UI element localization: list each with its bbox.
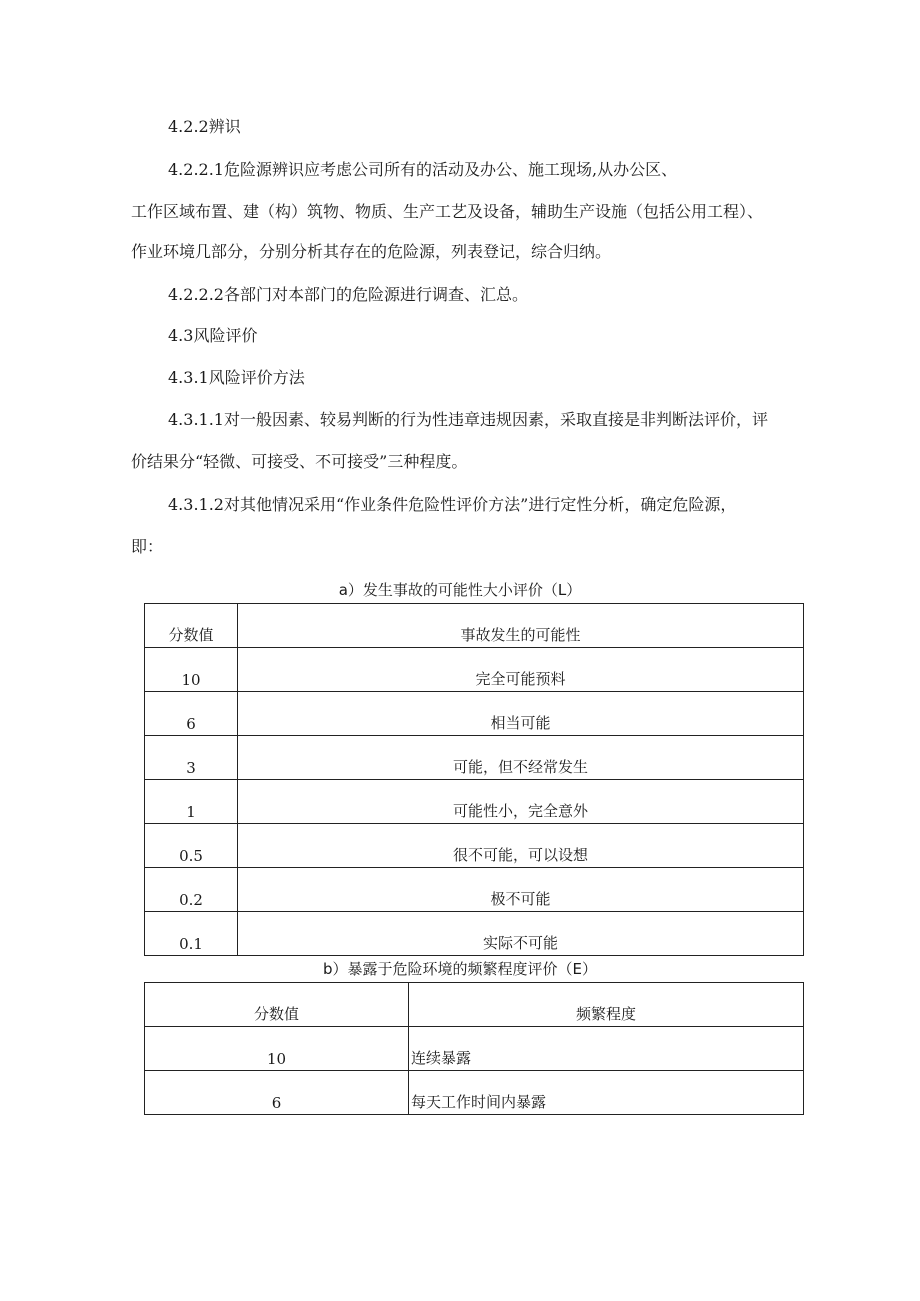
description-cell: 可能，但不经常发生	[238, 736, 804, 780]
heading-4-2-2: 4.2.2辨识	[168, 117, 241, 136]
description-cell: 极不可能	[238, 868, 804, 912]
header-cell: 事故发生的可能性	[238, 604, 804, 648]
paragraph-4-3-1-1-line2: 价结果分“轻微、可接受、不可接受”三种程度。	[131, 452, 468, 471]
description-cell: 连续暴露	[409, 1027, 804, 1071]
paragraph-4-2-2-1-line2: 工作区域布置、建（构）筑物、物质、生产工艺及设备，辅助生产设施（包括公用工程）、	[131, 202, 764, 221]
table-row	[145, 868, 804, 912]
paragraph-4-3-1-1-line1: 4.3.1.1对一般因素、较易判断的行为性违章违规因素，采取直接是非判断法评价，评	[168, 410, 768, 429]
paragraph-4-2-2-1-line1: 4.2.2.1危险源辨识应考虑公司所有的活动及办公、施工现场,从办公区、	[168, 160, 678, 179]
paragraph-4-3-1-2-line2: 即：	[131, 537, 164, 556]
table-header-row	[145, 983, 804, 1027]
description-cell: 完全可能预料	[238, 648, 804, 692]
paragraph-4-3-1-2-line1: 4.3.1.2对其他情况采用“作业条件危险性评价方法”进行定性分析，确定危险源，	[168, 495, 737, 514]
description-cell: 相当可能	[238, 692, 804, 736]
score-cell: 6	[145, 1071, 409, 1115]
table-row	[145, 648, 804, 692]
table-row	[145, 1071, 804, 1115]
heading-4-3: 4.3风险评价	[168, 326, 258, 345]
score-cell: 1	[145, 780, 238, 824]
table-e-caption: b）暴露于危险环境的频繁程度评价（E）	[322, 960, 597, 978]
score-cell: 0.5	[145, 824, 238, 868]
header-cell: 分数值	[145, 604, 238, 648]
score-cell: 0.2	[145, 868, 238, 912]
description-cell: 每天工作时间内暴露	[409, 1071, 804, 1115]
table-row	[145, 780, 804, 824]
table-l-caption: a）发生事故的可能性大小评价（L）	[338, 581, 582, 599]
score-cell: 3	[145, 736, 238, 780]
heading-4-3-1: 4.3.1风险评价方法	[168, 368, 305, 387]
paragraph-4-2-2-2: 4.2.2.2各部门对本部门的危险源进行调查、汇总。	[168, 285, 528, 304]
header-cell: 分数值	[145, 983, 409, 1027]
table-header-row	[145, 604, 804, 648]
score-cell: 10	[145, 648, 238, 692]
description-cell: 实际不可能	[238, 912, 804, 956]
score-cell: 10	[145, 1027, 409, 1071]
description-cell: 可能性小，完全意外	[238, 780, 804, 824]
score-cell: 0.1	[145, 912, 238, 956]
description-cell: 很不可能，可以设想	[238, 824, 804, 868]
table-row	[145, 1027, 804, 1071]
table-row	[145, 736, 804, 780]
exposure-table	[144, 982, 804, 1115]
table-row	[145, 824, 804, 868]
score-cell: 6	[145, 692, 238, 736]
paragraph-4-2-2-1-line3: 作业环境几部分，分别分析其存在的危险源，列表登记，综合归纳。	[131, 242, 612, 261]
table-row	[145, 692, 804, 736]
table-row	[145, 912, 804, 956]
likelihood-table	[144, 603, 804, 956]
header-cell: 频繁程度	[409, 983, 804, 1027]
